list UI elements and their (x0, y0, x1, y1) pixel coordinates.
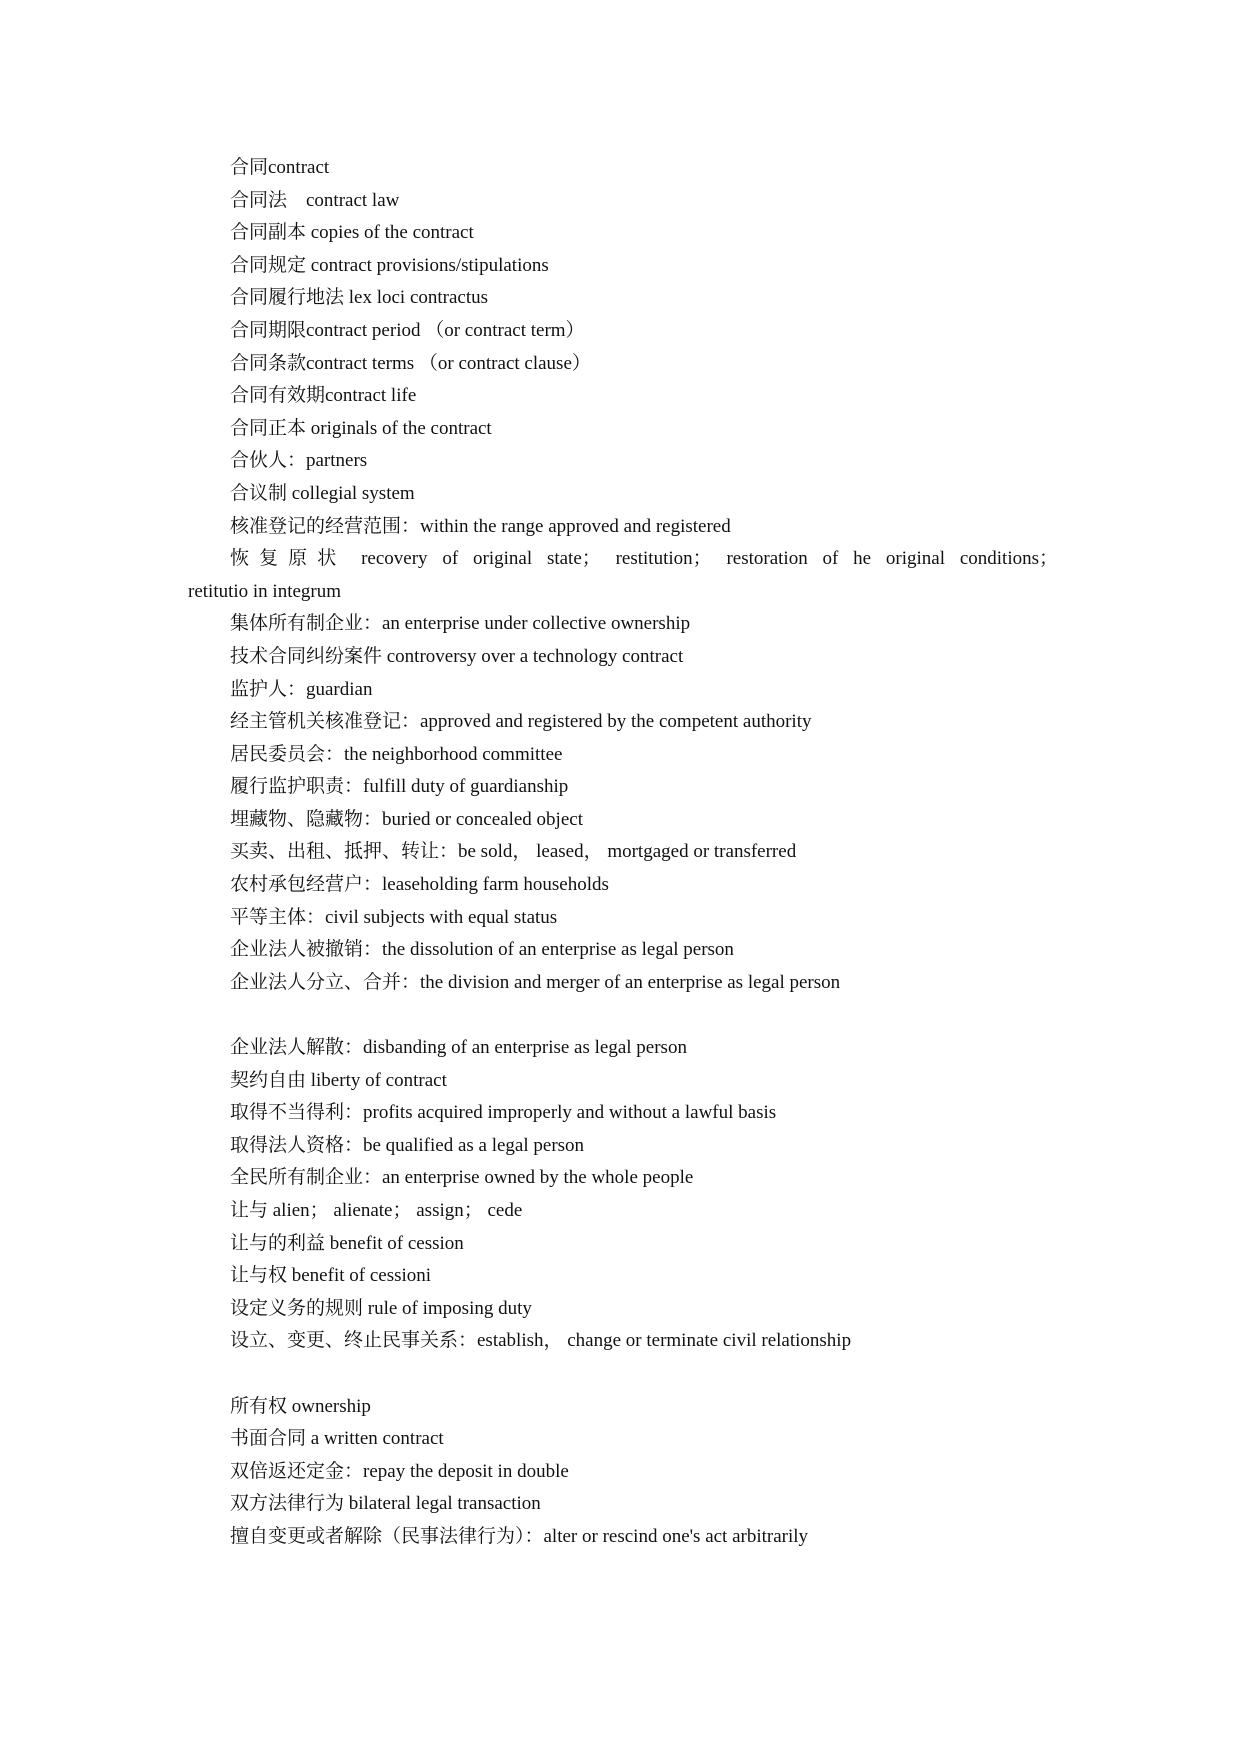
glossary-entry: 企业法人被撤销：the dissolution of an enterprise as legal person (230, 939, 734, 961)
glossary-entry: 双倍返还定金：repay the deposit in double (230, 1460, 569, 1482)
glossary-entry: 合同条款contract terms （or contract clause） (230, 352, 591, 374)
glossary-entry: 合同正本 originals of the contract (230, 417, 492, 439)
glossary-entry: 合同履行地法 lex loci contractus (230, 287, 489, 309)
glossary-entry: 让与权 benefit of cessioni (230, 1265, 432, 1287)
glossary-entry: 集体所有制企业：an enterprise under collective ownership (230, 613, 691, 635)
glossary-entry: 让与 alien； alienate； assign； cede (230, 1200, 523, 1221)
blank-line (188, 1358, 1058, 1391)
glossary-entry: 企业法人分立、合并：the division and merger of an enterprise as legal person (230, 971, 841, 993)
glossary-entry: 合同有效期contract life (230, 385, 417, 407)
glossary-entry: 合同副本 copies of the contract (230, 222, 474, 244)
blank-line (188, 999, 1058, 1032)
glossary-entry: 书面合同 a written contract (230, 1428, 444, 1450)
glossary-entry: 合同contract (230, 157, 330, 178)
glossary-entry: 农村承包经营户：leaseholding farm households (230, 874, 609, 896)
glossary-entry: 企业法人解散：disbanding of an enterprise as legal person (230, 1037, 687, 1059)
glossary-entry: 让与的利益 benefit of cession (230, 1232, 464, 1254)
glossary-entry: 经主管机关核准登记：approved and registered by the competent authority (230, 711, 812, 733)
glossary-entry: 取得不当得利：profits acquired improperly and without a lawful basis (230, 1102, 777, 1124)
glossary-entry: 设定义务的规则 rule of imposing duty (230, 1297, 532, 1319)
glossary-entry: 技术合同纠纷案件 controversy over a technology contract (230, 645, 684, 667)
glossary-entry: 取得法人资格：be qualified as a legal person (230, 1134, 585, 1156)
glossary-entry: 合同法 contract law (230, 189, 400, 211)
glossary-body (188, 152, 1058, 1554)
glossary-entry: 居民委员会：the neighborhood committee (230, 743, 563, 765)
glossary-entry: 埋藏物、隐藏物：buried or concealed object (230, 808, 583, 830)
glossary-entry: 买卖、出租、抵押、转让：be sold， leased， mortgaged or transferred (230, 841, 797, 863)
glossary-entry: 擅自变更或者解除（民事法律行为）：alter or rescind one's act arbitrarily (230, 1525, 809, 1547)
glossary-entry: 合同规定 contract provisions/stipulations (230, 254, 549, 276)
wrapped-entry-first-line: 恢复原状 recovery of original state； restitution； restoration of he original conditions； (230, 548, 1058, 570)
glossary-entry: 监护人：guardian (230, 678, 373, 700)
glossary-entry: 履行监护职责：fulfill duty of guardianship (230, 776, 569, 798)
glossary-entry: 全民所有制企业：an enterprise owned by the whole people (230, 1167, 694, 1189)
glossary-entry: 设立、变更、终止民事关系：establish， change or terminate civil relationship (230, 1330, 852, 1352)
glossary-entry: 合同期限contract period （or contract term） (230, 319, 585, 341)
glossary-entry: 合伙人：partners (230, 450, 368, 472)
glossary-entry: 契约自由 liberty of contract (230, 1069, 447, 1091)
glossary-entry: 所有权 ownership (230, 1395, 371, 1417)
glossary-entry: 合议制 collegial system (230, 482, 415, 504)
glossary-entry: 双方法律行为 bilateral legal transaction (230, 1493, 541, 1515)
glossary-entry: 平等主体：civil subjects with equal status (230, 906, 558, 928)
wrapped-entry-continuation: retitutio in integrum (188, 580, 342, 602)
glossary-entry-wrapped (188, 543, 1058, 608)
glossary-entry: 核准登记的经营范围：within the range approved and registered (230, 515, 731, 537)
